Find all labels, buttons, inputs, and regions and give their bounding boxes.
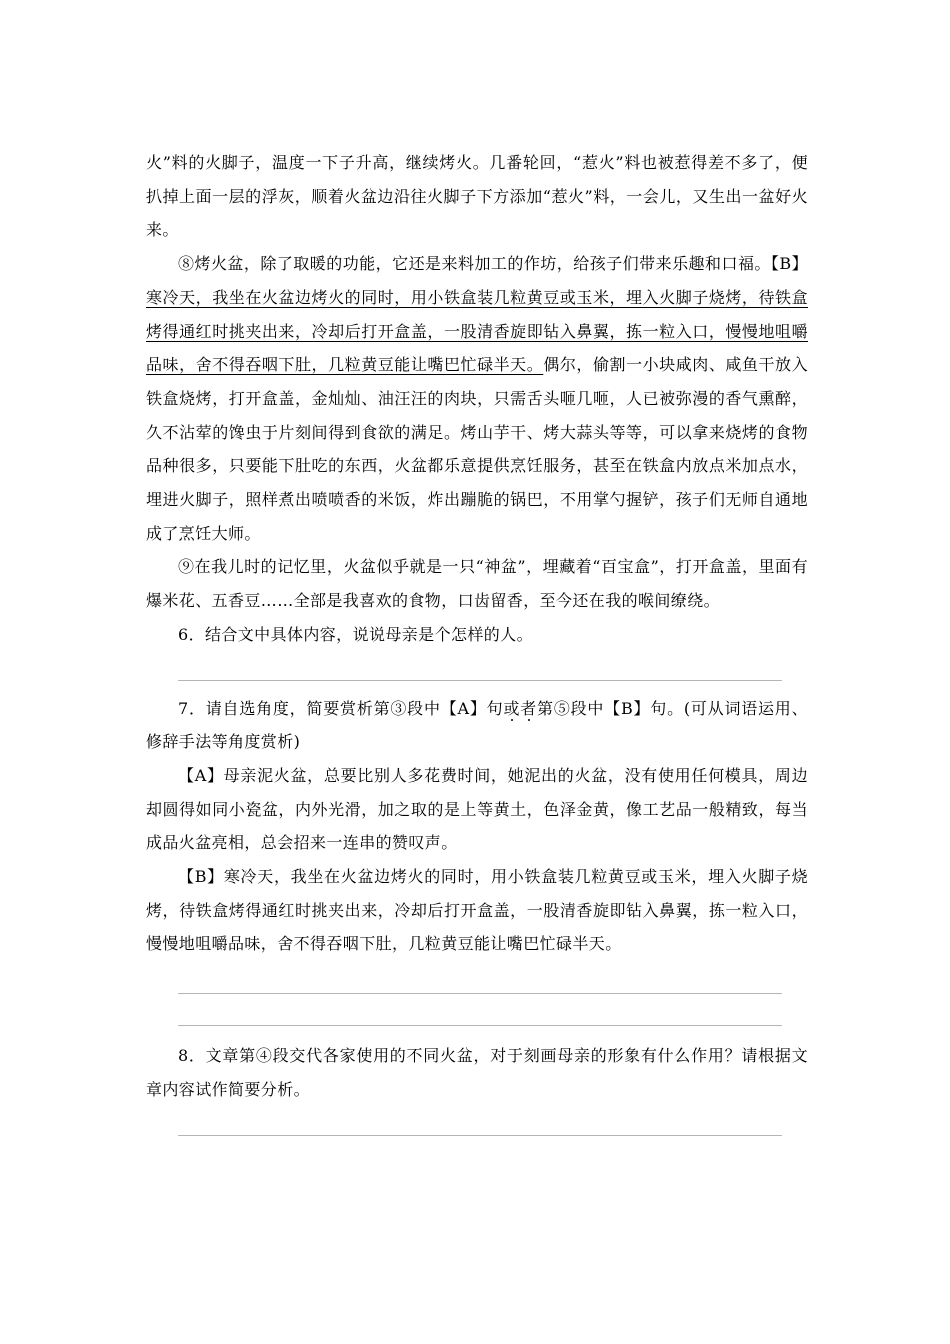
question-7-suffix: 第⑤段中【B】句。(可从词语运用、修辞手法等角度赏析) [146, 698, 808, 752]
question-6: 6．结合文中具体内容，说说母亲是个怎样的人。 [178, 624, 533, 644]
quote-a: 【A】母亲泥火盆，总要比别人多花费时间，她泥出的火盆，没有使用任何模具，周边却圆得如同小瓷盆，内外光滑，加之取的是上等黄土，色泽金黄，像工艺品一般精致，每当成品火盆亮相，总会招来一连串的赞叹声。 [146, 765, 808, 853]
question-7-prefix: 7．请自选角度，简要赏析第③段中【A】句 [178, 698, 504, 718]
paragraph-9: ⑨在我儿时的记忆里，火盆似乎就是一只“神盆”，埋藏着“百宝盒”，打开盒盖，里面有爆米花、五香豆……全部是我喜欢的食物，口齿留香，至今还在我的喉间缭绕。 [146, 557, 808, 611]
answer-line[interactable] [178, 1135, 782, 1136]
emphasis-char: 或 [503, 698, 521, 718]
sentence-b-underlined: 寒冷天，我坐在火盆边烤火的同时，用小铁盒装几粒黄豆或玉米，埋入火脚子烧烤，待铁盒烤得通红时挑夹出来，冷却后打开盒盖，一股清香旋即钻入鼻翼，拣一粒入口，慢慢地咀嚼品味，舍不得吞咽下肚，几粒黄豆能让嘴巴忙碌半天。 [146, 287, 808, 375]
paragraph-8 [146, 247, 808, 550]
emphasis-char: 者 [520, 698, 538, 718]
question-7 [146, 692, 808, 759]
page-content [146, 146, 808, 1136]
question-8: 8．文章第④段交代各家使用的不同火盆，对于刻画母亲的形象有什么作用？请根据文章内容试作简要分析。 [146, 1046, 808, 1099]
paragraph-8-intro: ⑧烤火盆，除了取暖的功能，它还是来料加工的作坊，给孩子们带来乐趣和口福。 [178, 254, 771, 274]
paragraph-8-rest: 偶尔，偷割一小块咸肉、咸鱼干放入铁盒烧烤，打开盒盖，金灿灿、油汪汪的肉块，只需舌头咂几咂，人已被弥漫的香气熏醉，久不沾荤的馋虫于片刻间得到食欲的满足。烤山芋干、烤大蒜头等等，可以拿来烧烤的食物品种很多，只要能下肚吃的东西，火盆都乐意提供烹饪服务，甚至在铁盒内放点米加点水，埋进火脚子，照样煮出喷喷香的米饭，炸出蹦脆的锅巴，不用掌勺握铲，孩子们无师自通地成了烹饪大师。 [146, 355, 808, 543]
sentence-b-marker: 【B】 [770, 254, 808, 274]
paragraph-7-continuation: 火”料的火脚子，温度一下子升高，继续烤火。几番轮回，“惹火”料也被惹得差不多了，便扒掉上面一层的浮灰，顺着火盆边沿往火脚子下方添加“惹火”料，一会儿，又生出一盆好火来。 [146, 153, 808, 240]
quote-b: 【B】寒冷天，我坐在火盆边烤火的同时，用小铁盒装几粒黄豆或玉米，埋入火脚子烧烤，待铁盒烤得通红时挑夹出来，冷却后打开盒盖，一股清香旋即钻入鼻翼，拣一粒入口，慢慢地咀嚼品味，舍不得吞咽下肚，几粒黄豆能让嘴巴忙碌半天。 [146, 867, 808, 954]
